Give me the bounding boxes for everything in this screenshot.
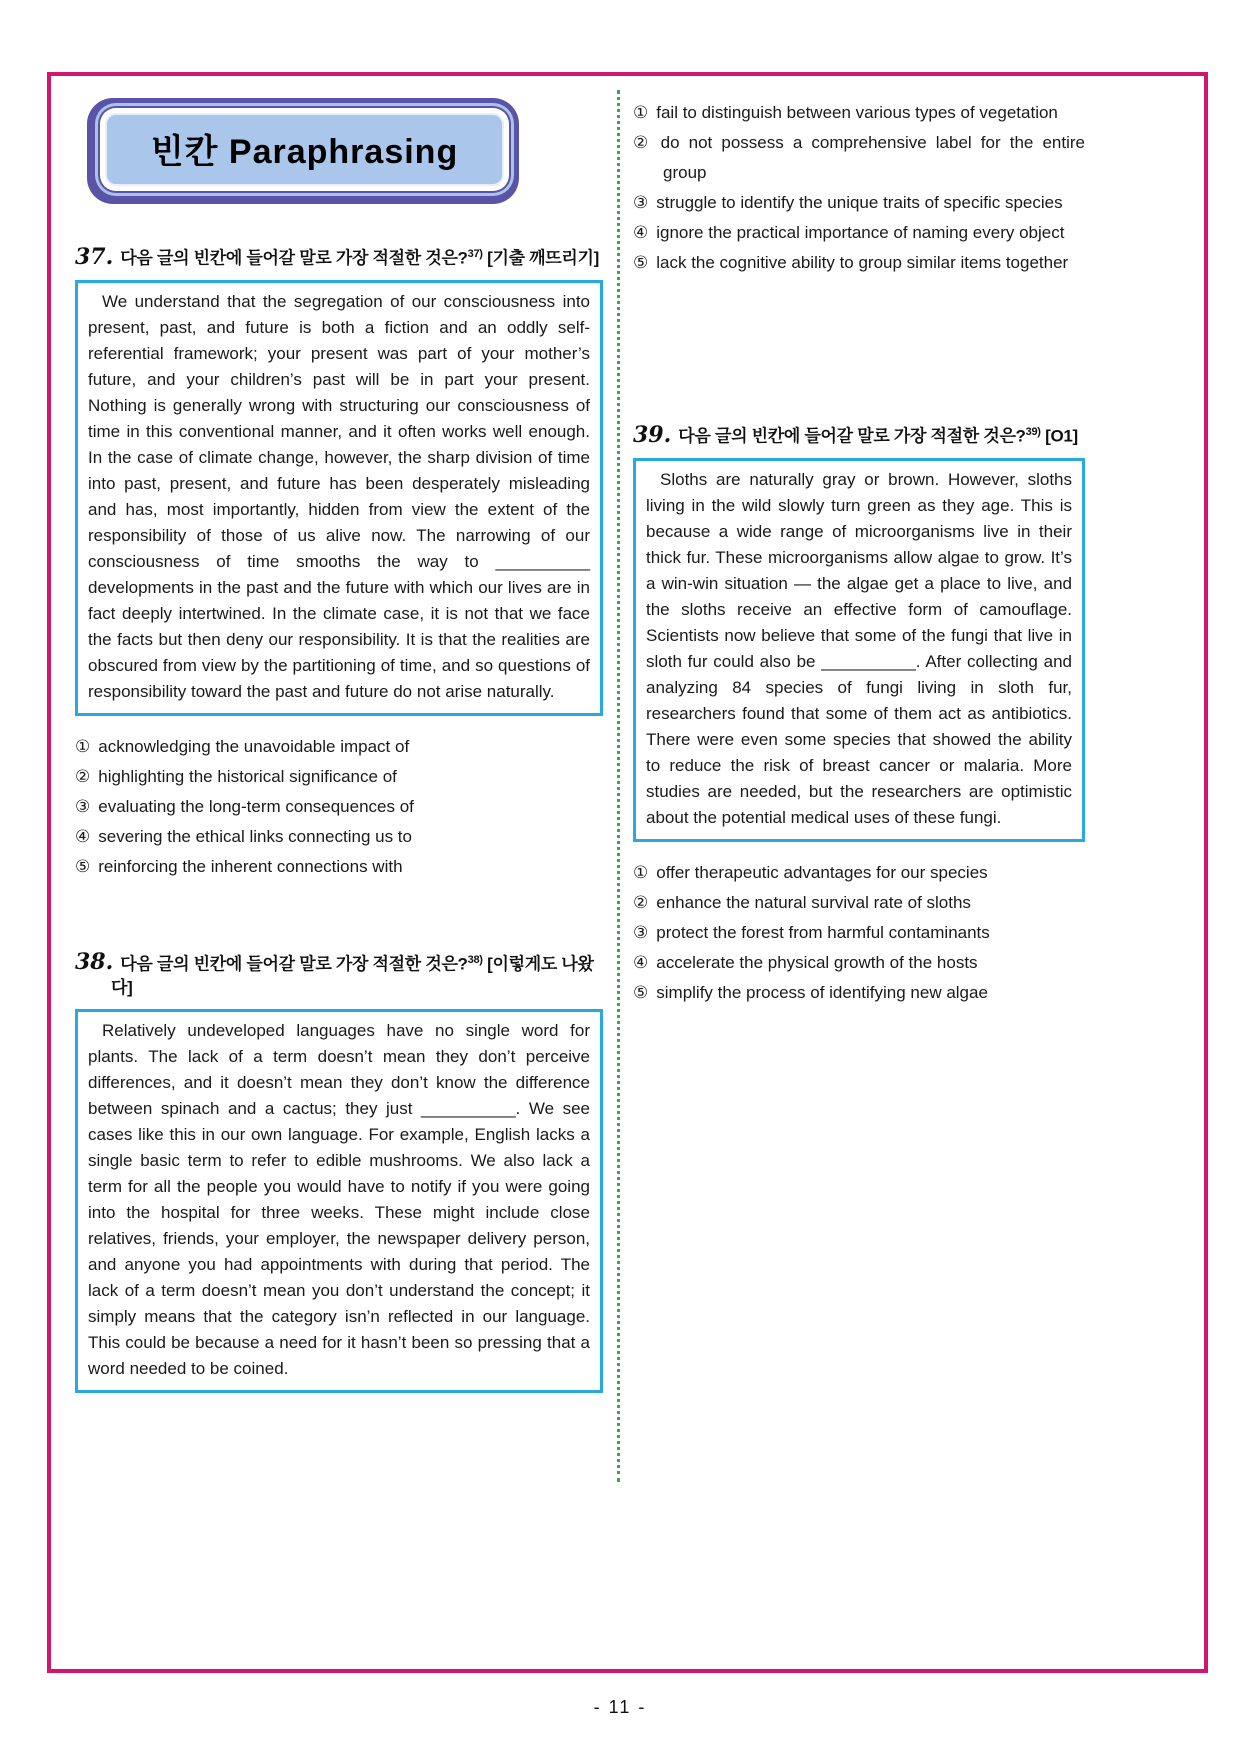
question-38-passage: Relatively undeveloped languages have no single word for plants. The lack of a term doesn’t mean they don’t perceive differences, and it doesn’t mean they don’t know the difference between spinach and a cactus; they just __________. We see cases like this in our own language. For example, English lacks a single basic term to refer to edible mushrooms. We also lack a term for all the people you would have to notify if you were going into the hospital for three weeks. These might include close relatives, friends, your employer, the newspaper delivery person, and anyone you had appointments with during that period. The lack of a term doesn’t mean you don’t understand the concept; it simply means that the category isn’n reflected in our language. This could be because a need for it hasn’t been so pressing that a word needed to be coined. bbox=[75, 1009, 603, 1393]
left-column bbox=[75, 98, 603, 1393]
option-text: acknowledging the unavoidable impact of bbox=[98, 736, 410, 756]
option-text: evaluating the long-term consequences of bbox=[98, 796, 414, 816]
answer-option bbox=[75, 792, 603, 822]
option-marker: ③ bbox=[633, 922, 649, 942]
answer-option bbox=[75, 762, 603, 792]
question-39-passage: Sloths are naturally gray or brown. However, sloths living in the wild slowly turn green as they age. This is because a wide range of microorganisms live in their thick fur. These microorganisms allow algae to grow. It’s a win-win situation — the algae get a place to live, and the sloths receive an effective form of camouflage. Scientists now believe that some of the fungi that live in sloth fur could also be __________. After collecting and analyzing 84 species of fungi living in sloth fur, researchers found that some of them act as antibiotics. There were even some species that showed the ability to reduce the risk of breast cancer or malaria. More studies are needed, but the researchers are optimistic about the potential medical uses of these fungi. bbox=[633, 458, 1085, 842]
answer-option bbox=[633, 248, 1085, 278]
question-37-header bbox=[75, 242, 603, 271]
option-marker: ② bbox=[633, 892, 649, 912]
answer-option bbox=[75, 822, 603, 852]
question-39-options bbox=[633, 858, 1085, 1008]
option-text: offer therapeutic advantages for our species bbox=[656, 862, 988, 882]
question-39-number: 39. bbox=[633, 421, 672, 448]
option-marker: ⑤ bbox=[633, 982, 649, 1002]
option-text: enhance the natural survival rate of sloths bbox=[656, 892, 971, 912]
answer-option bbox=[75, 732, 603, 762]
right-column bbox=[633, 98, 1085, 1008]
question-38-prompt: 다음 글의 빈칸에 들어갈 말로 가장 적절한 것은? bbox=[120, 954, 468, 974]
answer-option bbox=[633, 188, 1085, 218]
option-marker: ④ bbox=[633, 952, 649, 972]
option-text: accelerate the physical growth of the hosts bbox=[656, 952, 978, 972]
answer-option bbox=[633, 858, 1085, 888]
option-marker: ① bbox=[633, 862, 649, 882]
banner-ring-mid bbox=[95, 103, 514, 196]
question-38-options bbox=[633, 98, 1085, 278]
question-37-footnote: 37) bbox=[467, 248, 483, 260]
question-39-prompt: 다음 글의 빈칸에 들어갈 말로 가장 적절한 것은? bbox=[678, 426, 1026, 446]
answer-option bbox=[75, 852, 603, 882]
question-39 bbox=[633, 420, 1085, 1008]
option-marker: ⑤ bbox=[633, 253, 649, 272]
option-text: severing the ethical links connecting us to bbox=[98, 826, 412, 846]
question-38-number: 38. bbox=[75, 949, 114, 976]
answer-option bbox=[633, 948, 1085, 978]
answer-option bbox=[633, 918, 1085, 948]
question-38-footnote: 38) bbox=[467, 953, 483, 966]
option-text: highlighting the historical significance of bbox=[98, 766, 397, 786]
question-39-header bbox=[633, 420, 1085, 449]
answer-option bbox=[633, 218, 1085, 248]
question-37-options bbox=[75, 732, 603, 882]
option-marker: ① bbox=[633, 103, 649, 122]
question-37-passage: We understand that the segregation of our consciousness into present, past, and future is both a fiction and an oddly self-referential framework; your present was part of your mother’s future, and your children’s past will be in part your present. Nothing is generally wrong with structuring our consciousness of time in this conventional manner, and it often works well enough. In the case of climate change, however, the sharp division of time into past, present, and future has been desperately misleading and has, most importantly, hidden from view the extent of the responsibility of those of us alive now. The narrowing of our consciousness of time smooths the way to __________ developments in the past and the future with which our lives are in fact deeply intertwined. In the climate case, it is not that we face the facts but then deny our responsibility. It is that the realities are obscured from view by the partitioning of time, and so questions of responsibility toward the past and future do not arise naturally. bbox=[75, 280, 603, 716]
option-text: fail to distinguish between various types of vegetation bbox=[656, 103, 1058, 122]
question-37-prompt: 다음 글의 빈칸에 들어갈 말로 가장 적절한 것은? bbox=[120, 248, 468, 268]
option-marker: ④ bbox=[633, 223, 649, 242]
option-marker: ③ bbox=[75, 796, 91, 816]
option-text: reinforcing the inherent connections with bbox=[98, 856, 403, 876]
question-38-tag: [이렇게도 나왔다] bbox=[111, 954, 594, 998]
banner-ring-white bbox=[100, 108, 509, 191]
question-38 bbox=[75, 948, 603, 1394]
option-text: do not possess a comprehensive label for the entire group bbox=[660, 133, 1085, 182]
option-text: ignore the practical importance of naming every object bbox=[656, 223, 1065, 242]
question-37-tag: [기출 깨뜨리기] bbox=[487, 248, 599, 268]
answer-option bbox=[633, 98, 1085, 128]
question-39-footnote: 39) bbox=[1025, 426, 1041, 438]
section-title: 빈칸 Paraphrasing bbox=[105, 113, 504, 186]
question-37 bbox=[75, 242, 603, 882]
banner-ring-outer bbox=[87, 98, 519, 204]
question-38-header bbox=[75, 948, 603, 1001]
option-text: struggle to identify the unique traits of specific species bbox=[656, 193, 1063, 212]
option-marker: ③ bbox=[633, 193, 649, 212]
answer-option bbox=[633, 128, 1085, 188]
section-title-banner bbox=[87, 98, 519, 204]
page-number: - 11 - bbox=[593, 1697, 647, 1717]
option-marker: ② bbox=[75, 766, 91, 786]
question-37-number: 37. bbox=[75, 243, 114, 270]
option-marker: ⑤ bbox=[75, 856, 91, 876]
banner-ring-line bbox=[98, 106, 511, 193]
option-text: lack the cognitive ability to group similar items together bbox=[656, 253, 1069, 272]
answer-option bbox=[633, 888, 1085, 918]
question-39-tag: [O1] bbox=[1045, 426, 1078, 446]
option-marker: ② bbox=[633, 133, 653, 152]
answer-option bbox=[633, 978, 1085, 1008]
option-text: protect the forest from harmful contaminants bbox=[656, 922, 990, 942]
option-marker: ① bbox=[75, 736, 91, 756]
option-marker: ④ bbox=[75, 826, 91, 846]
column-divider bbox=[617, 90, 620, 1482]
option-text: simplify the process of identifying new algae bbox=[656, 982, 988, 1002]
